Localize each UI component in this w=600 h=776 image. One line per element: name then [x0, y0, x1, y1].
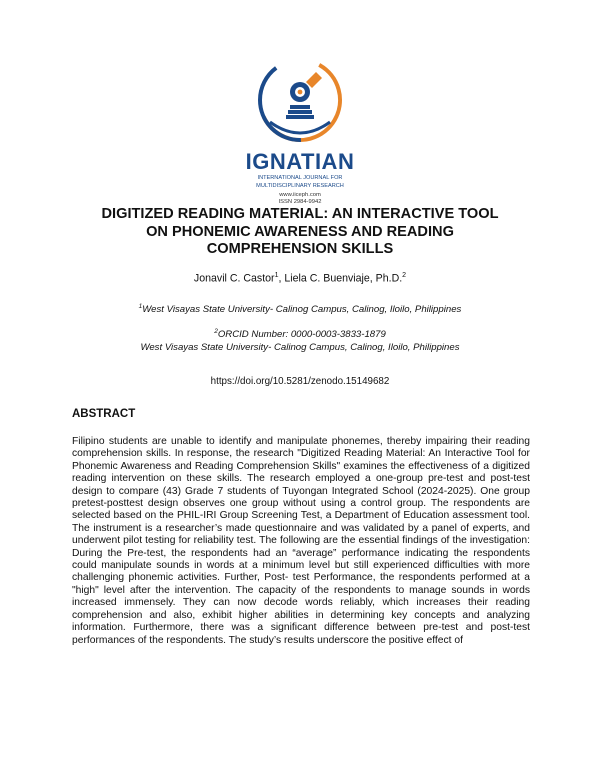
journal-issn: ISSN 2984-9942	[278, 199, 322, 206]
abstract-text: Filipino students are unable to identify and manipulate phonemes, thereby impairing their reading comprehension skills. In response, the research "Digitized Reading Material: An Interactive Tool for Phonemic Awareness and Reading Comprehension Skills" examines the effectiveness of a digitized reading intervention on these skills. The research employed a one-group pre-test and post-test design to compare (43) Grade 7 students of Tuyongan Integrated School (2024-2025). One group pretest-posttest design observes one group without using a control group. The respondents are selected based on the PHIL-IRI Group Screening Test, a Department of Education assessment tool. The instrument is a researcher’s made questionnaire and was validated by a panel of experts, and underwent pilot testing for reliability test. The following are the essential findings of the investigation: During the Pre-test, the respondents had an “average” performance indicating the respondents could manipulate sounds in words at a minimum level but still experienced difficulties with more challenging phonemic activities. Further, Post- test Performance, the respondents performed at a "high" level after the intervention. The capacity of the respondents to manage sounds in words increased immensely. They can now decode words reliably, which increases their reading comprehension and also, exhibit higher abilities in determining key concepts and analyzing information. Furthermore, there was a significant difference between pre-test and post-test performances of the respondents. The study’s results underscore the positive effect of	[72, 436, 530, 646]
orcid-number: ORCID Number: 0000-0003-3833-1879	[217, 329, 386, 341]
journal-name: IGNATIAN	[245, 149, 355, 174]
affiliation-2	[60, 325, 540, 354]
affiliation-2-mark: 2	[214, 328, 218, 335]
author-2-mark: 2	[402, 272, 407, 279]
author-separator: ,	[278, 272, 285, 285]
article-title	[60, 206, 540, 259]
journal-emblem-icon	[252, 52, 348, 148]
affiliation-1-mark: 1	[138, 303, 143, 310]
title-line-2: ON PHONEMIC AWARENESS AND READING	[146, 223, 454, 240]
author-1: Jonavil C. Castor	[193, 272, 275, 285]
title-line-3: COMPREHENSION SKILLS	[206, 241, 394, 257]
journal-subtitle-line1: INTERNATIONAL JOURNAL FOR	[257, 175, 343, 181]
journal-subtitle-line2: MULTIDISCIPLINARY RESEARCH	[256, 182, 344, 189]
abstract-heading: ABSTRACT	[72, 408, 136, 420]
affiliation-1	[60, 300, 540, 316]
author-2: Liela C. Buenviaje, Ph.D.	[284, 272, 403, 285]
journal-logo	[240, 52, 360, 206]
title-line-1: DIGITIZED READING MATERIAL: AN INTERACTIVE TOOL	[101, 206, 499, 222]
affiliation-1-text: West Visayas State University- Calinog Campus, Calinog, Iloilo, Philippines	[142, 304, 462, 316]
journal-website[interactable]: www.iiceph.com	[279, 192, 321, 199]
doi-link[interactable]: https://doi.org/10.5281/zenodo.15149682	[210, 376, 390, 387]
author-1-mark: 1	[274, 272, 279, 279]
affiliation-2-text: West Visayas State University- Calinog Campus, Calinog, Iloilo, Philippines	[140, 342, 460, 354]
author-list	[60, 272, 540, 285]
